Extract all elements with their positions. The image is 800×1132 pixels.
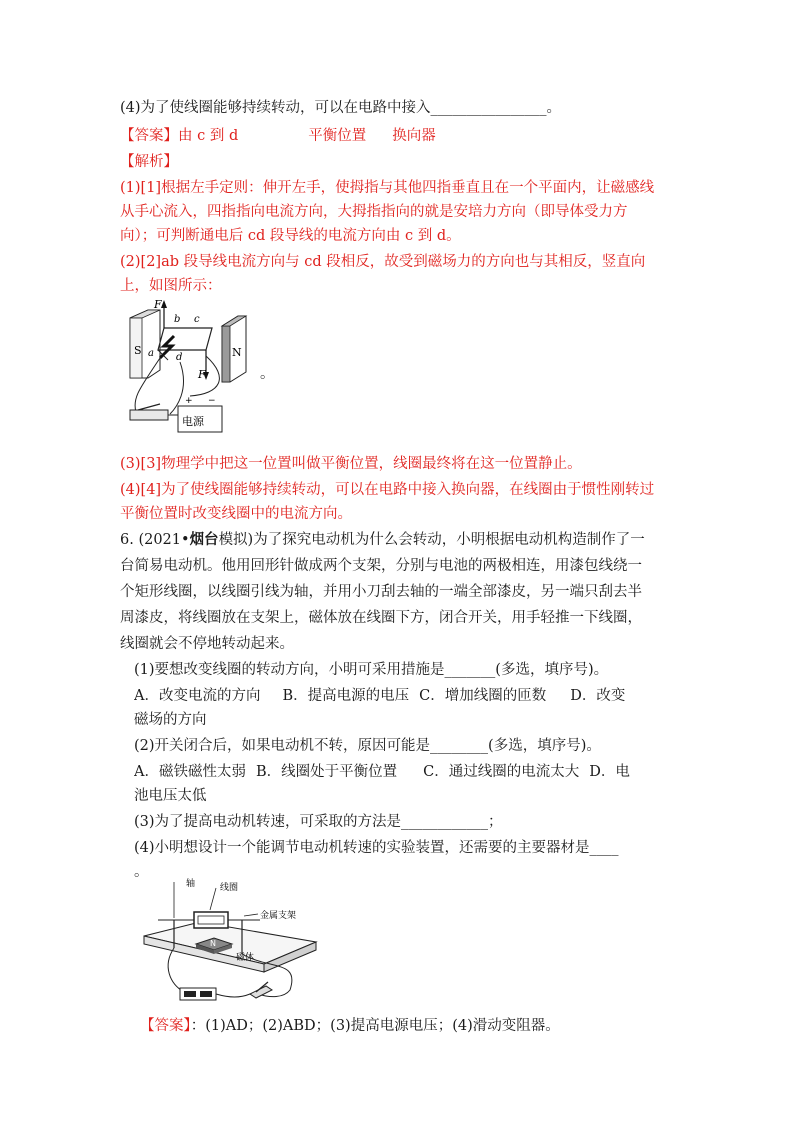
- label-axis: 轴: [186, 879, 196, 889]
- figure1-tail: 。: [260, 366, 275, 382]
- q6-sub1-option-d-cont: 磁场的方向: [134, 712, 207, 728]
- label-power: 电源: [182, 415, 204, 428]
- q6-sub2-options: [134, 762, 680, 782]
- label-plus: +: [185, 396, 193, 406]
- answer-2: 平衡位置: [308, 128, 367, 144]
- label-minus: −: [208, 396, 216, 406]
- label-s: S: [134, 344, 142, 357]
- motor-force-diagram: [120, 298, 280, 438]
- option-c: C．通过线圈的电流太大: [423, 764, 580, 780]
- label-c: c: [194, 314, 200, 325]
- q6-stem-line: 台简易电动机。他用回形针做成两个支架，分别与电池的两极相连，用漆包线绕一: [120, 558, 642, 574]
- q6-sub2: (2)开关闭合后，如果电动机不转，原因可能是________(多选，填序号)。: [134, 738, 601, 754]
- q6-location: 烟台: [189, 531, 219, 548]
- analysis-label: 【解析】: [120, 154, 178, 170]
- answer-label: 【答案】: [120, 128, 178, 144]
- q6-stem-line: 个矩形线圈，以线圈引线为轴，并用小刀刮去轴的一端全部漆皮，另一端只刮去半: [120, 584, 642, 600]
- q6-sub2-option-d-cont: 池电压太低: [134, 788, 207, 804]
- label-a: a: [148, 348, 154, 359]
- analysis-line: (2)[2]ab 段导线电流方向与 cd 段相反，故受到磁场力的方向也与其相反，竖直向: [120, 254, 646, 270]
- q6-sub4-end: 。: [134, 864, 149, 880]
- answer-1: 由 c 到 d: [178, 128, 239, 144]
- coil: [194, 912, 228, 928]
- answer-3: 换向器: [392, 128, 436, 144]
- q6-stem-line: 线圈就会不停地转动起来。: [120, 636, 294, 652]
- label-b: b: [174, 314, 181, 325]
- q6-stem-line: 周漆皮，将线圈放在支架上，磁体放在线圈下方，闭合开关，用手轻推一下线圈，: [120, 610, 642, 626]
- option-b: B．线圈处于平衡位置: [255, 764, 398, 780]
- option-c: C．增加线圈的匝数: [419, 688, 547, 704]
- option-d: D．电: [589, 764, 630, 780]
- label-magnet: 磁体: [236, 953, 255, 963]
- q6-answer-line: [140, 1016, 680, 1036]
- current-symbol: [160, 336, 174, 358]
- q6-stem-first: [120, 530, 680, 550]
- analysis-line: 向）；可判断通电后 cd 段导线的电流方向由 c 到 d。: [120, 228, 461, 244]
- q6-stem-rest: 模拟)为了探究电动机为什么会转动，小明根据电动机构造制作了一: [218, 532, 645, 548]
- analysis-line: 平衡位置时改变线圈中的电流方向。: [120, 506, 352, 522]
- label-coil: 线圈: [220, 883, 239, 893]
- label-n: N: [210, 939, 216, 948]
- analysis-line: 上，如图所示：: [120, 278, 222, 294]
- analysis-line: (3)[3]物理学中把这一位置叫做平衡位置，线圈最终将在这一位置静止。: [120, 456, 582, 472]
- q6-sub1-options: [134, 686, 680, 706]
- analysis-line: (1)[1]根据左手定则：伸开左手，使拇指与其他四指垂直且在一个平面内，让磁感线: [120, 180, 655, 196]
- answer-label: 【答案】: [140, 1018, 191, 1034]
- q6-prefix: 6. (2021•: [120, 532, 190, 548]
- label-f-bottom: F: [198, 368, 206, 381]
- label-n: N: [232, 346, 242, 359]
- answer-text: ：(1)AD；(2)ABD；(3)提高电源电压；(4)滑动变阻器。: [190, 1018, 560, 1034]
- switch: [130, 410, 168, 420]
- label-d: d: [176, 352, 183, 363]
- q5-part4: (4)为了使线圈能够持续转动，可以在电路中接入________________。: [120, 100, 562, 116]
- analysis-line: (4)[4]为了使线圈能够持续转动，可以在电路中接入换向器，在线圈由于惯性刚转过: [120, 482, 655, 498]
- q5-answer-line: [120, 126, 680, 146]
- option-a: A．磁铁磁性太弱: [134, 764, 246, 780]
- option-d: D．改变: [570, 688, 626, 704]
- option-b: B．提高电源的电压: [282, 688, 410, 704]
- q6-sub3: (3)为了提高电动机转速，可采取的方法是____________；: [134, 814, 503, 830]
- q6-sub4: (4)小明想设计一个能调节电动机转速的实验装置，还需要的主要器材是____: [134, 840, 619, 856]
- simple-motor-diagram: [140, 874, 320, 1006]
- label-f-top: F: [154, 298, 162, 311]
- analysis-line: 从手心流入，四指指向电流方向，大拇指指向的就是安培力方向（即导体受力方: [120, 204, 628, 220]
- label-bracket: 金属支架: [260, 911, 297, 921]
- option-a: A．改变电流的方向: [134, 688, 261, 704]
- q6-sub1: (1)要想改变线圈的转动方向，小明可采用措施是_______(多选，填序号)。: [134, 662, 609, 678]
